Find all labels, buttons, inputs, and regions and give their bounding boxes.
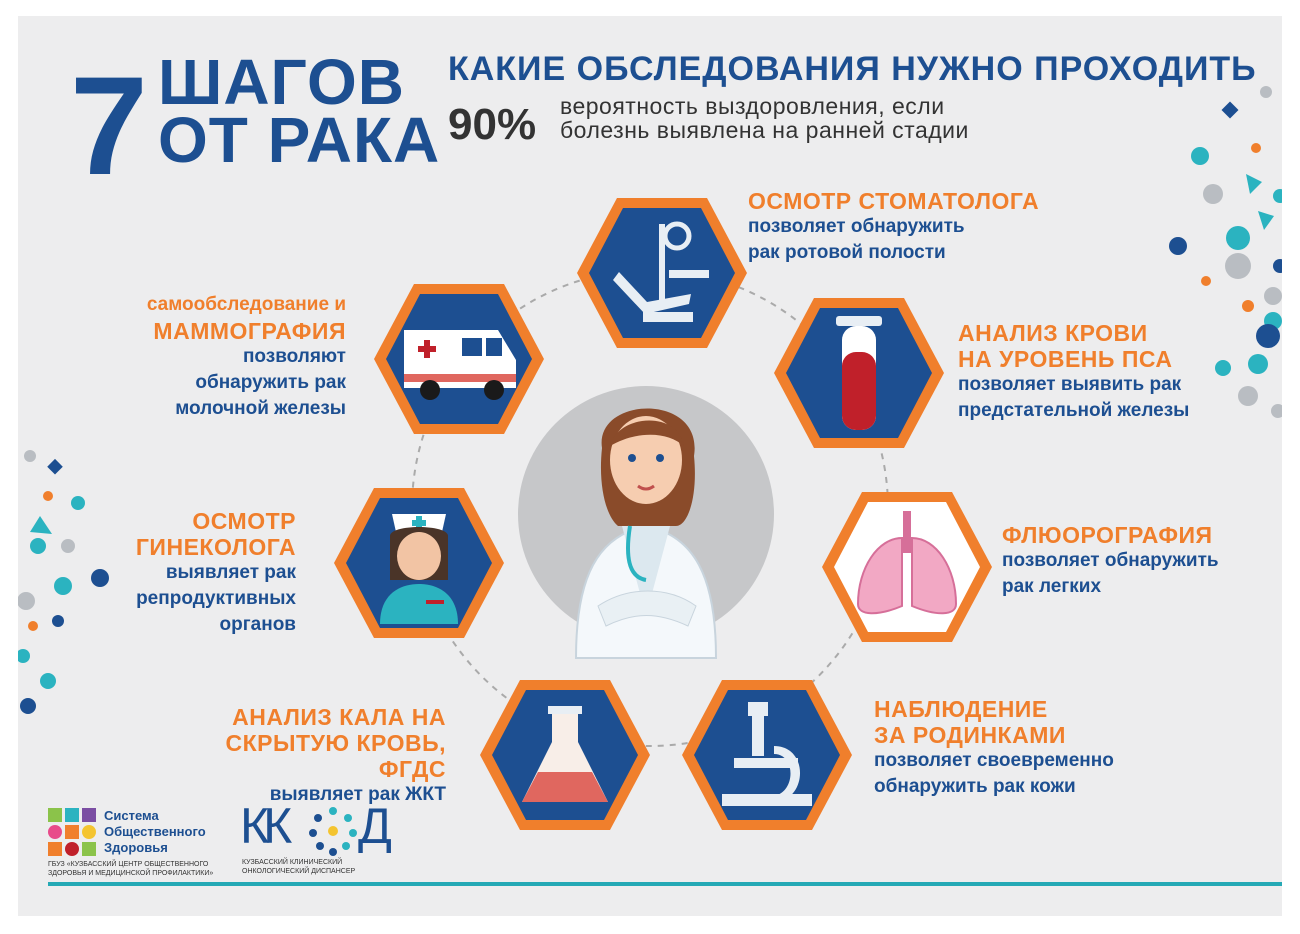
step-fluoro-body-2: рак легких — [1002, 576, 1102, 597]
percent-desc-line-2: болезнь выявлена на ранней стадии — [560, 117, 969, 143]
subtitle: КАКИЕ ОБСЛЕДОВАНИЯ НУЖНО ПРОХОДИТЬ — [448, 50, 1257, 88]
system-logo-line-2: Общественного — [104, 824, 206, 839]
kkod-logo-subtext — [242, 858, 355, 876]
step-fluoro-heading: ФЛЮОРОГРАФИЯ — [1002, 522, 1213, 548]
hex-gyn — [330, 484, 508, 642]
step-gyn-body-3: органов — [219, 614, 296, 635]
step-stool-text — [158, 704, 446, 808]
kkod-logo-mark-2 — [358, 800, 392, 852]
system-logo-line-3: Здоровья — [104, 840, 168, 855]
step-moles-heading-1: НАБЛЮДЕНИЕ — [874, 696, 1048, 722]
system-logo-subtext — [48, 860, 213, 878]
kkod-logo-dots — [308, 806, 358, 856]
step-mammo-heading: МАММОГРАФИЯ — [153, 318, 346, 344]
step-moles-body-1: позволяет своевременно — [874, 750, 1114, 771]
step-blood-heading-1: АНАЛИЗ КРОВИ — [958, 320, 1148, 346]
step-blood-body-1: позволяет выявить рак — [958, 374, 1182, 395]
step-moles-body-2: обнаружить рак кожи — [874, 776, 1076, 797]
step-gyn-text — [78, 508, 296, 638]
step-stool-heading-1: АНАЛИЗ КАЛА НА — [232, 704, 446, 730]
step-dentist-heading: ОСМОТР СТОМАТОЛОГА — [748, 188, 1040, 214]
hex-stool — [476, 676, 654, 834]
system-logo-text — [104, 808, 206, 856]
step-dentist-body-1: позволяет обнаружить — [748, 216, 965, 237]
kkod-logo-letters-1: КК — [240, 798, 287, 854]
step-mammo-subheading: самообследование и — [146, 294, 346, 315]
step-mammo-body-2: обнаружить рак — [195, 372, 346, 393]
system-logo-mark — [48, 808, 98, 858]
step-gyn-heading-2: ГИНЕКОЛОГА — [135, 534, 296, 560]
step-blood-heading-2: НА УРОВЕНЬ ПСА — [958, 346, 1173, 372]
hex-mammo — [370, 280, 548, 438]
step-moles-heading-2: ЗА РОДИНКАМИ — [874, 722, 1066, 748]
step-mammo-body-1: позволяют — [242, 346, 346, 367]
kkod-logo-mark — [240, 800, 286, 852]
step-fluoro-text — [1002, 522, 1219, 600]
step-stool-heading-2: СКРЫТУЮ КРОВЬ, ФГДС — [225, 730, 446, 782]
percent-desc-line-1: вероятность выздоровления, если — [560, 93, 945, 119]
hex-dentist — [573, 194, 751, 352]
percent-value: 90% — [448, 100, 537, 149]
step-moles-text — [874, 696, 1114, 800]
step-gyn-body-2: репродуктивных — [136, 588, 296, 609]
step-blood-text — [958, 320, 1189, 424]
hex-moles — [678, 676, 856, 834]
step-stool-body-1: выявляет рак ЖКТ — [269, 784, 446, 805]
system-logo-sub-2: ЗДОРОВЬЯ И МЕДИЦИНСКОЙ ПРОФИЛАКТИКИ» — [48, 870, 214, 877]
footer-divider — [48, 882, 1282, 886]
step-gyn-body-1: выявляет рак — [165, 562, 296, 583]
step-mammo-text — [106, 292, 346, 422]
poster — [18, 16, 1282, 916]
hex-blood — [770, 294, 948, 452]
kkod-logo-sub-2: ОНКОЛОГИЧЕСКИЙ ДИСПАНСЕР — [242, 868, 356, 875]
step-dentist-text — [748, 188, 1039, 266]
kkod-logo-letters-2: Д — [358, 798, 392, 854]
step-gyn-heading-1: ОСМОТР — [192, 508, 296, 534]
step-dentist-body-2: рак ротовой полости — [748, 242, 946, 263]
system-logo-sub-1: ГБУЗ «КУЗБАССКИЙ ЦЕНТР ОБЩЕСТВЕННОГО — [48, 861, 209, 868]
system-logo-line-1: Система — [104, 808, 159, 823]
doctor-illustration — [518, 376, 788, 666]
step-blood-body-2: предстательной железы — [958, 400, 1190, 421]
title-line-1: ШАГОВ — [158, 46, 405, 118]
kkod-logo-sub-1: КУЗБАССКИЙ КЛИНИЧЕСКИЙ — [242, 859, 343, 866]
step-mammo-body-3: молочной железы — [175, 398, 346, 419]
step-fluoro-body-1: позволяет обнаружить — [1002, 550, 1219, 571]
hex-fluoro — [818, 488, 996, 646]
number-seven: 7 — [70, 47, 144, 204]
title-line-2: ОТ РАКА — [158, 104, 441, 176]
